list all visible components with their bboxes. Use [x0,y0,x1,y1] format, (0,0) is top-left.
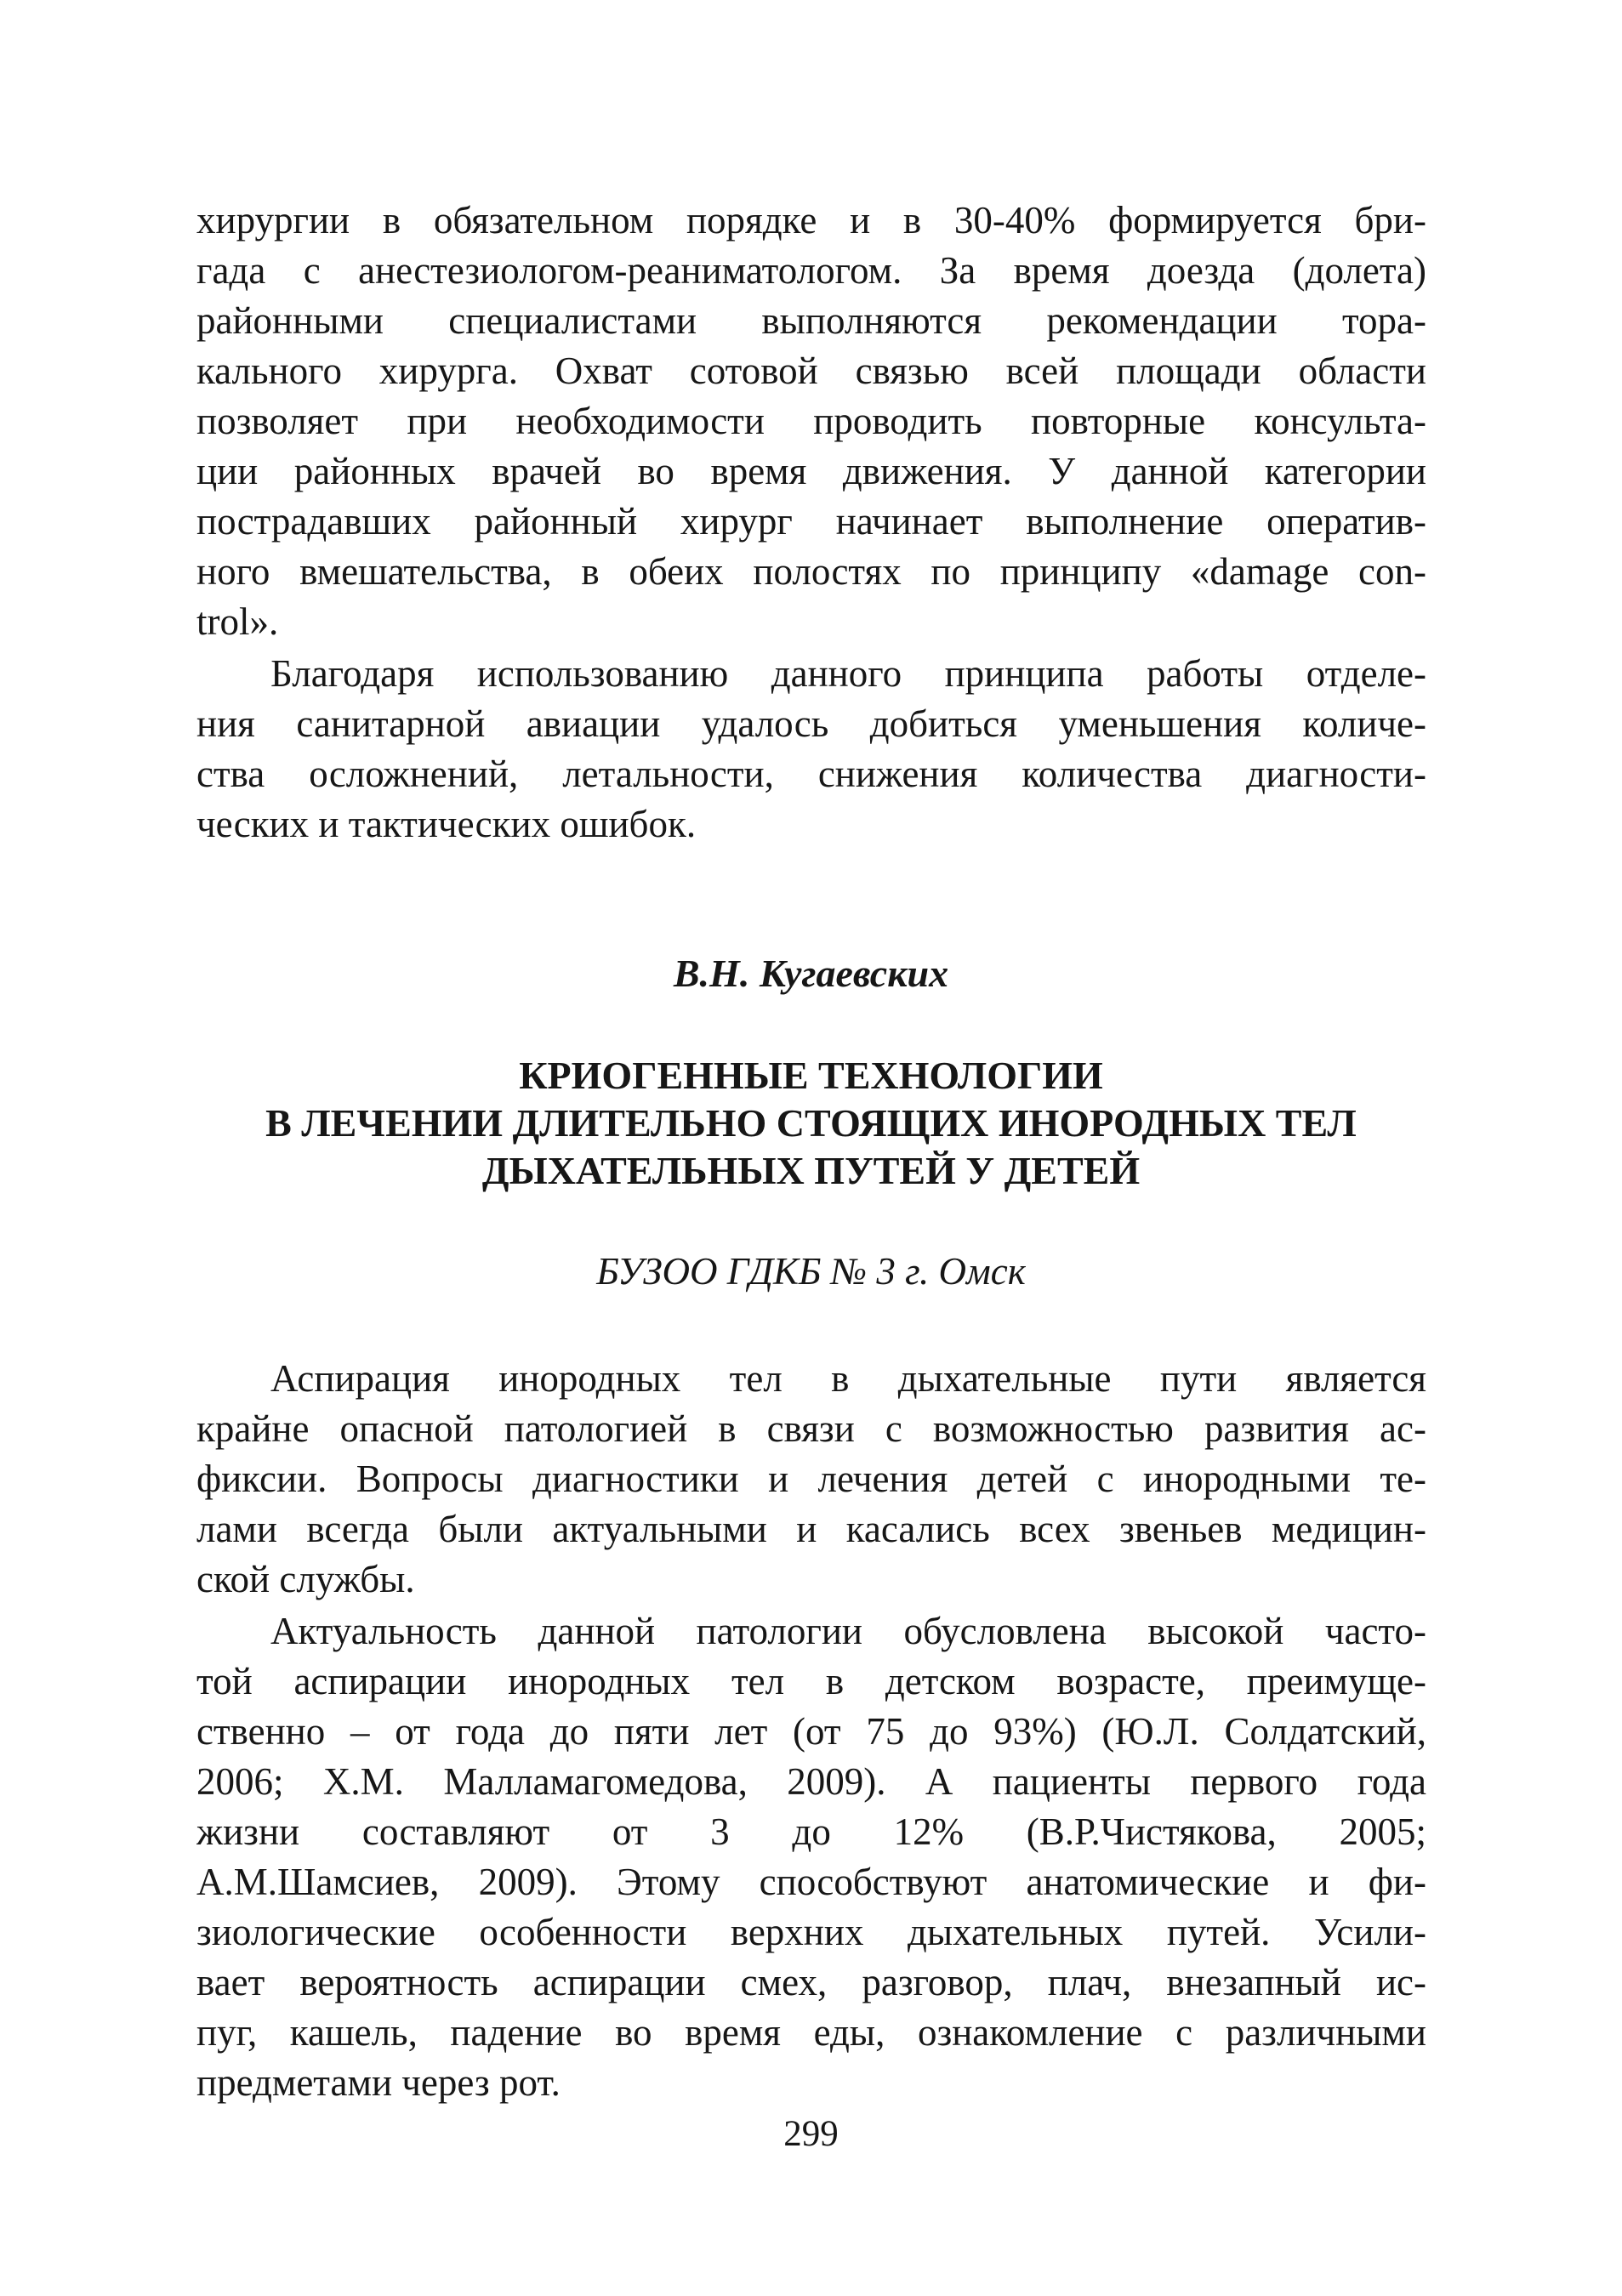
text-line: ственно – от года до пяти лет (от 75 до 93%) (Ю.Л. Солдатский, [196,1710,1426,1753]
article-affiliation: БУЗОО ГДКБ № 3 г. Омск [596,1250,1026,1293]
text-line: фиксии. Вопросы диагностики и лечения детей с инородными те- [196,1458,1426,1500]
text-line: лами всегда были актуальными и касались всех звеньев медицин- [196,1508,1426,1550]
text-line: хирургии в обязательном порядке и в 30-40% формируется бри- [196,199,1426,242]
text-line: ства осложнений, летальности, снижения количества диагности- [196,753,1426,795]
text-line: А.М.Шамсиев, 2009). Этому способствуют анатомические и фи- [196,1861,1426,1903]
article-title [0,1052,1622,1195]
text-line: ния санитарной авиации удалось добиться уменьшения количе- [196,702,1426,745]
text-line: пострадавших районный хирург начинает выполнение оператив- [196,500,1426,543]
continuation-paragraph [196,196,1426,647]
conclusion-paragraph [196,649,1426,850]
text-line: Аспирация инородных тел в дыхательные пути является [270,1357,1426,1400]
text-line: вает вероятность аспирации смех, разговор, плач, внезапный ис- [196,1961,1426,2003]
text-line: той аспирации инородных тел в детском возрасте, преимуще- [196,1660,1426,1702]
article-author: В.Н. Кугаевских [673,952,949,995]
text-line: пуг, кашель, падение во время еды, ознакомление с различными [196,2011,1426,2054]
text-line: ции районных врачей во время движения. У данной категории [196,450,1426,492]
text-line: зиологические особенности верхних дыхательных путей. Усили- [196,1911,1426,1953]
text-line: Актуальность данной патологии обусловлена высокой часто- [270,1610,1426,1652]
article-paragraph-2 [196,1606,1426,2108]
text-line: районными специалистами выполняются рекомендации тора- [196,299,1426,342]
text-line: предметами через рот. [196,2061,561,2104]
text-line: trol». [196,600,279,643]
text-line: Благодаря использованию данного принципа работы отделе- [270,652,1426,695]
text-line: 2006; Х.М. Малламагомедова, 2009). А пациенты первого года [196,1760,1426,1803]
text-line: ного вмешательства, в обеих полостях по принципу «damage con- [196,550,1426,593]
title-line: КРИОГЕННЫЕ ТЕХНОЛОГИИ [519,1054,1103,1097]
article-paragraph-1 [196,1354,1426,1605]
text-line: крайне опасной патологией в связи с возможностью развития ас- [196,1407,1426,1450]
text-line: позволяет при необходимости проводить повторные консульта- [196,400,1426,442]
title-line: В ЛЕЧЕНИИ ДЛИТЕЛЬНО СТОЯЩИХ ИНОРОДНЫХ ТЕЛ [265,1101,1357,1145]
text-line: кального хирурга. Охват сотовой связью всей площади области [196,350,1426,392]
title-line: ДЫХАТЕЛЬНЫХ ПУТЕЙ У ДЕТЕЙ [481,1149,1141,1192]
page-number: 299 [783,2114,839,2154]
text-line: гада с анестезиологом-реаниматологом. За время доезда (долета) [196,249,1426,292]
text-line: жизни составляют от 3 до 12% (В.Р.Чистякова, 2005; [196,1810,1426,1853]
text-line: ческих и тактических ошибок. [196,803,697,845]
text-line: ской службы. [196,1558,415,1600]
